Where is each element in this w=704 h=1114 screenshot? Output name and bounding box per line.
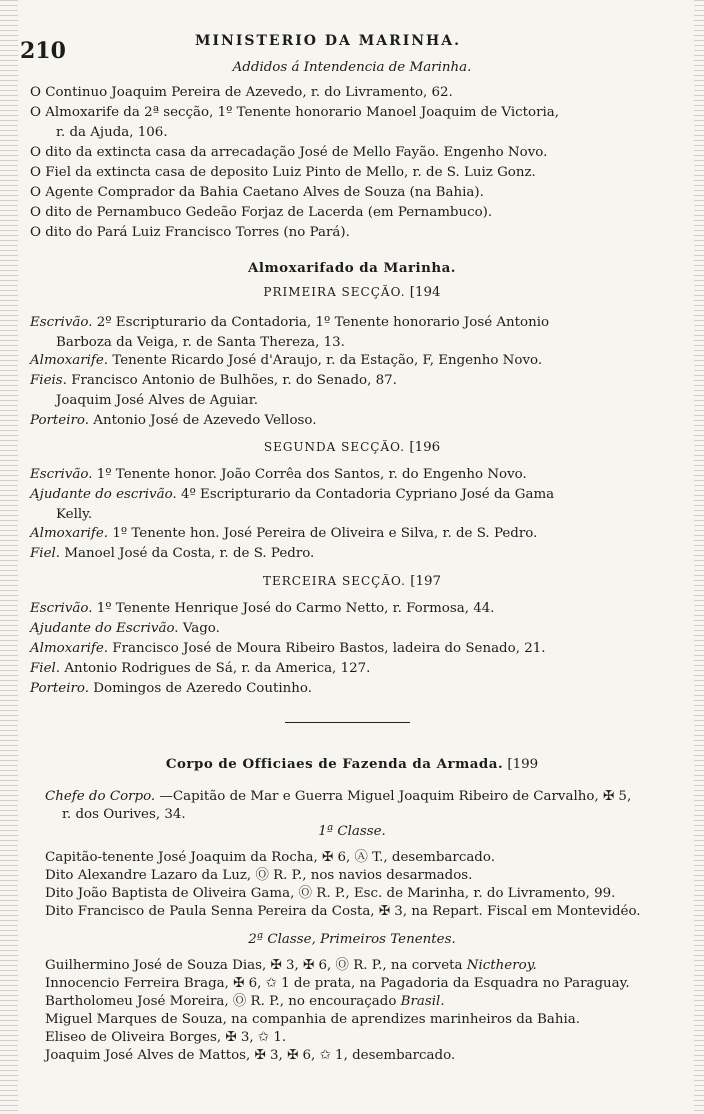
entry-text: Barboza da Veiga, r. de Santa Thereza, 13. — [56, 335, 345, 350]
segunda-heading — [0, 440, 704, 455]
classe1-heading — [0, 824, 704, 839]
primeira-ref: [194 — [409, 285, 441, 300]
segunda-heading-text: SEGUNDA SECÇÃO. — [263, 440, 406, 454]
entry-text: Domingos de Azeredo Coutinho. — [93, 681, 312, 696]
officer-line — [45, 1047, 455, 1064]
terceira-heading — [0, 574, 704, 589]
entry-role: Almoxarife. — [30, 641, 109, 656]
running-title: MINISTERIO DA MARINHA. — [195, 33, 462, 49]
officer-text: Joaquim José Alves de Mattos, ✠ 3, ✠ 6, ✩ 1, desembarcado. — [45, 1048, 456, 1063]
entry — [56, 506, 92, 523]
entry-role: Porteiro. — [30, 413, 90, 428]
officer-text: Miguel Marques de Souza, na companhia de aprendizes marinheiros da Bahia. — [45, 1012, 581, 1027]
entry-role: Ajudante do Escrivão. — [30, 621, 179, 636]
entry — [30, 545, 314, 562]
entry-role: Ajudante do escrivão. — [30, 487, 177, 502]
officer-line — [45, 975, 630, 992]
section-divider — [285, 722, 410, 723]
entry — [30, 412, 316, 429]
entry — [30, 486, 554, 503]
entry-role: Porteiro. — [30, 681, 90, 696]
entry-role: Fieis. — [30, 373, 67, 388]
entry-text: 1º Tenente hon. José Pereira de Oliveira e Silva, r. de S. Pedro. — [112, 526, 538, 541]
primeira-heading — [0, 285, 704, 300]
corpo-heading — [0, 756, 704, 772]
chefe-line — [45, 788, 631, 805]
ship-name: Nictheroy. — [466, 958, 537, 973]
officer-line — [45, 1029, 286, 1046]
entry-text: Vago. — [182, 621, 220, 636]
entry — [30, 620, 220, 637]
page-number: 210 — [20, 38, 66, 64]
entry-role: Escrivão. — [30, 315, 93, 330]
chefe-role: Chefe do Corpo. — [45, 789, 156, 804]
addidos-line: O Agente Comprador da Bahia Caetano Alves de Souza (na Bahia). — [30, 185, 484, 200]
entry-text: Tenente Ricardo José d'Araujo, r. da Estação, F, Engenho Novo. — [112, 353, 543, 368]
entry-text: Joaquim José Alves de Aguiar. — [56, 393, 258, 408]
entry-role: Escrivão. — [30, 601, 93, 616]
officer-text: Eliseo de Oliveira Borges, ✠ 3, ✩ 1. — [45, 1030, 287, 1045]
ship-name: Brasil. — [400, 994, 445, 1009]
entry-role: Almoxarife. — [30, 353, 109, 368]
officer-line: Dito Francisco de Paula Senna Pereira da Costa, ✠ 3, na Repart. Fiscal em Montevidéo. — [45, 904, 641, 919]
entry — [30, 640, 546, 657]
officer-text: Innocencio Ferreira Braga, ✠ 6, ✩ 1 de prata, na Pagadoria da Esquadra no Paraguay. — [45, 976, 630, 991]
terceira-ref: [197 — [410, 574, 442, 589]
addidos-line: O dito da extincta casa da arrecadação José de Mello Fayão. Engenho Novo. — [30, 145, 548, 160]
addidos-line: O Almoxarife da 2ª secção, 1º Tenente honorario Manoel Joaquim de Victoria, — [30, 105, 560, 120]
classe1-heading-text: 1ª Classe. — [318, 824, 386, 839]
chefe-line-cont: r. dos Ourives, 34. — [62, 807, 186, 822]
chefe-text: —Capitão de Mar e Guerra Miguel Joaquim Ribeiro de Carvalho, ✠ 5, — [159, 789, 632, 804]
corpo-ref: [199 — [507, 757, 539, 772]
segunda-ref: [196 — [409, 440, 441, 455]
entry — [30, 525, 537, 542]
entry — [30, 372, 397, 389]
officer-line — [45, 1011, 580, 1028]
corpo-title: Corpo de Officiaes de Fazenda da Armada. — [165, 756, 504, 772]
almoxarifado-title: Almoxarifado da Marinha. — [248, 260, 456, 276]
terceira-heading-text: TERCEIRA SECÇÃO. — [262, 574, 406, 588]
classe2-heading — [0, 932, 704, 947]
primeira-heading-text: PRIMEIRA SECÇÃO. — [263, 285, 406, 299]
officer-line — [45, 957, 537, 974]
entry-text: Manoel José da Costa, r. de S. Pedro. — [64, 546, 315, 561]
entry-text: 1º Tenente Henrique José do Carmo Netto, r. Formosa, 44. — [96, 601, 495, 616]
addidos-title-text: Addidos á Intendencia de Marinha. — [232, 60, 472, 75]
officer-text: Guilhermino José de Souza Dias, ✠ 3, ✠ 6, Ⓞ R. P., na corveta — [45, 958, 467, 973]
addidos-line: O Fiel da extincta casa de deposito Luiz Pinto de Mello, r. de S. Luiz Gonz. — [30, 165, 536, 180]
entry-text: Antonio José de Azevedo Velloso. — [93, 413, 317, 428]
officer-line: Dito João Baptista de Oliveira Gama, Ⓞ R. P., Esc. de Marinha, r. do Livramento, 99. — [45, 886, 616, 901]
entry-text: Francisco Antonio de Bulhões, r. do Senado, 87. — [71, 373, 397, 388]
addidos-line: O dito de Pernambuco Gedeão Forjaz de Lacerda (em Pernambuco). — [30, 205, 493, 220]
entry-role: Fiel. — [30, 546, 61, 561]
entry — [30, 314, 549, 331]
entry-text: 2º Escripturario da Contadoria, 1º Tenente honorario José Antonio — [96, 315, 550, 330]
classe2-heading-text: 2ª Classe, Primeiros Tenentes. — [248, 932, 456, 947]
addidos-title — [0, 60, 704, 75]
officer-line: Capitão-tenente José Joaquim da Rocha, ✠ 6, Ⓐ T., desembarcado. — [45, 850, 495, 865]
entry-text: 4º Escripturario da Contadoria Cypriano José da Gama — [180, 487, 555, 502]
entry — [30, 680, 312, 697]
entry — [30, 660, 370, 677]
entry-text: 1º Tenente honor. João Corrêa dos Santos, r. do Engenho Novo. — [96, 467, 527, 482]
entry-role: Almoxarife. — [30, 526, 109, 541]
entry-text: Kelly. — [56, 507, 93, 522]
entry — [30, 352, 542, 369]
entry-text: Francisco José de Moura Ribeiro Bastos, ladeira do Senado, 21. — [112, 641, 546, 656]
entry-text: Antonio Rodrigues de Sá, r. da America, 127. — [64, 661, 371, 676]
officer-line — [45, 993, 445, 1010]
entry — [30, 466, 527, 483]
addidos-line: r. da Ajuda, 106. — [56, 125, 168, 140]
entry — [30, 600, 495, 617]
addidos-line: O dito do Pará Luiz Francisco Torres (no Pará). — [30, 225, 350, 240]
entry — [56, 392, 258, 409]
entry-role: Fiel. — [30, 661, 61, 676]
addidos-line: O Continuo Joaquim Pereira de Azevedo, r. do Livramento, 62. — [30, 85, 453, 100]
entry-role: Escrivão. — [30, 467, 93, 482]
entry — [56, 334, 345, 351]
officer-text: Bartholomeu José Moreira, Ⓞ R. P., no encouraçado — [45, 994, 401, 1009]
officer-line: Dito Alexandre Lazaro da Luz, Ⓞ R. P., nos navios desarmados. — [45, 868, 473, 883]
